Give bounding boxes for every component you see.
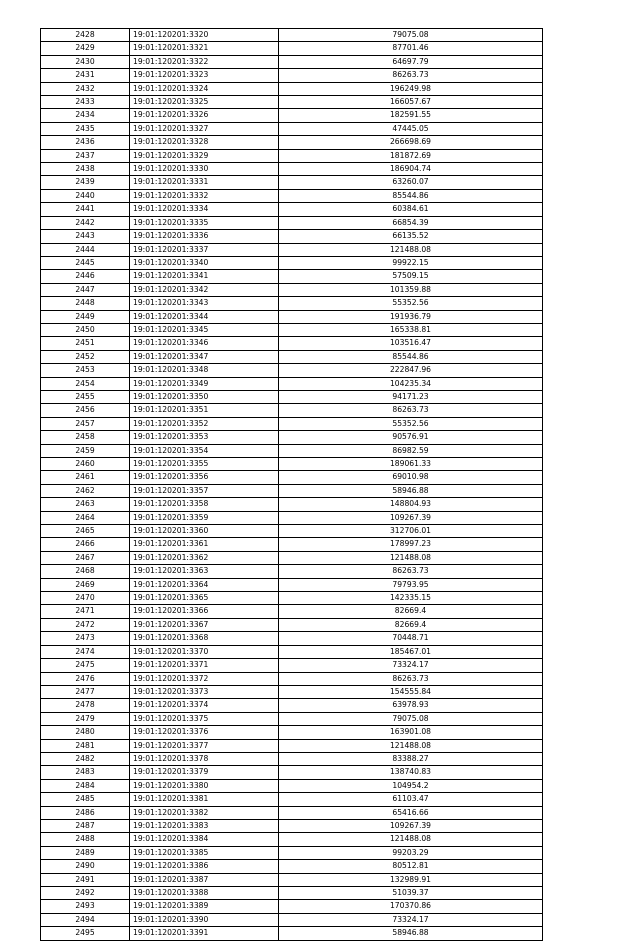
table-row — [41, 551, 543, 564]
cadastral-number-cell: 19:01:120201:3382 — [130, 806, 279, 819]
row-number-cell: 2481 — [41, 739, 130, 752]
table-row — [41, 525, 543, 538]
value-cell: 73324.17 — [279, 659, 543, 672]
row-number-cell: 2456 — [41, 404, 130, 417]
cadastral-number-cell: 19:01:120201:3362 — [130, 551, 279, 564]
table-row — [41, 538, 543, 551]
table-row — [41, 417, 543, 430]
value-cell: 121488.08 — [279, 739, 543, 752]
value-cell: 99203.29 — [279, 846, 543, 859]
row-number-cell: 2482 — [41, 752, 130, 765]
table-row — [41, 887, 543, 900]
row-number-cell: 2468 — [41, 565, 130, 578]
cadastral-number-cell: 19:01:120201:3383 — [130, 819, 279, 832]
cadastral-number-cell: 19:01:120201:3377 — [130, 739, 279, 752]
value-cell: 109267.39 — [279, 511, 543, 524]
value-cell: 82669.4 — [279, 618, 543, 631]
table-row — [41, 29, 543, 42]
row-number-cell: 2489 — [41, 846, 130, 859]
value-cell: 51039.37 — [279, 887, 543, 900]
table-row — [41, 712, 543, 725]
table-row — [41, 431, 543, 444]
table-row — [41, 592, 543, 605]
table-row — [41, 69, 543, 82]
cadastral-number-cell: 19:01:120201:3327 — [130, 122, 279, 135]
value-cell: 189061.33 — [279, 458, 543, 471]
cadastral-number-cell: 19:01:120201:3345 — [130, 323, 279, 336]
cadastral-number-cell: 19:01:120201:3360 — [130, 525, 279, 538]
value-cell: 101359.88 — [279, 283, 543, 296]
table-row — [41, 578, 543, 591]
table-row — [41, 752, 543, 765]
row-number-cell: 2493 — [41, 900, 130, 913]
row-number-cell: 2431 — [41, 69, 130, 82]
value-cell: 104954.2 — [279, 779, 543, 792]
value-cell: 182591.55 — [279, 109, 543, 122]
table-row — [41, 109, 543, 122]
cadastral-number-cell: 19:01:120201:3380 — [130, 779, 279, 792]
row-number-cell: 2434 — [41, 109, 130, 122]
row-number-cell: 2439 — [41, 176, 130, 189]
table-row — [41, 404, 543, 417]
table-row — [41, 82, 543, 95]
row-number-cell: 2490 — [41, 860, 130, 873]
table-row — [41, 350, 543, 363]
cadastral-number-cell: 19:01:120201:3363 — [130, 565, 279, 578]
cadastral-number-cell: 19:01:120201:3342 — [130, 283, 279, 296]
value-cell: 196249.98 — [279, 82, 543, 95]
value-cell: 312706.01 — [279, 525, 543, 538]
row-number-cell: 2485 — [41, 793, 130, 806]
row-number-cell: 2435 — [41, 122, 130, 135]
row-number-cell: 2484 — [41, 779, 130, 792]
cadastral-number-cell: 19:01:120201:3364 — [130, 578, 279, 591]
row-number-cell: 2469 — [41, 578, 130, 591]
row-number-cell: 2467 — [41, 551, 130, 564]
value-cell: 79075.08 — [279, 712, 543, 725]
table-row — [41, 283, 543, 296]
row-number-cell: 2455 — [41, 390, 130, 403]
table-body — [41, 29, 543, 941]
cadastral-number-cell: 19:01:120201:3373 — [130, 685, 279, 698]
value-cell: 55352.56 — [279, 417, 543, 430]
value-cell: 58946.88 — [279, 927, 543, 940]
value-cell: 86982.59 — [279, 444, 543, 457]
cadastral-number-cell: 19:01:120201:3372 — [130, 672, 279, 685]
cadastral-number-cell: 19:01:120201:3351 — [130, 404, 279, 417]
cadastral-number-cell: 19:01:120201:3330 — [130, 163, 279, 176]
table-row — [41, 55, 543, 68]
value-cell: 165338.81 — [279, 323, 543, 336]
value-cell: 121488.08 — [279, 551, 543, 564]
row-number-cell: 2451 — [41, 337, 130, 350]
row-number-cell: 2480 — [41, 726, 130, 739]
cadastral-number-cell: 19:01:120201:3343 — [130, 297, 279, 310]
table-row — [41, 511, 543, 524]
table-row — [41, 337, 543, 350]
cadastral-number-cell: 19:01:120201:3325 — [130, 96, 279, 109]
value-cell: 55352.56 — [279, 297, 543, 310]
cadastral-number-cell: 19:01:120201:3326 — [130, 109, 279, 122]
value-cell: 191936.79 — [279, 310, 543, 323]
table-row — [41, 323, 543, 336]
cadastral-number-cell: 19:01:120201:3329 — [130, 149, 279, 162]
cadastral-number-cell: 19:01:120201:3365 — [130, 592, 279, 605]
value-cell: 132989.91 — [279, 873, 543, 886]
cadastral-number-cell: 19:01:120201:3336 — [130, 230, 279, 243]
value-cell: 163901.08 — [279, 726, 543, 739]
table-row — [41, 685, 543, 698]
row-number-cell: 2449 — [41, 310, 130, 323]
row-number-cell: 2440 — [41, 189, 130, 202]
value-cell: 58946.88 — [279, 484, 543, 497]
cadastral-number-cell: 19:01:120201:3374 — [130, 699, 279, 712]
row-number-cell: 2483 — [41, 766, 130, 779]
table-row — [41, 297, 543, 310]
cadastral-number-cell: 19:01:120201:3320 — [130, 29, 279, 42]
cadastral-number-cell: 19:01:120201:3367 — [130, 618, 279, 631]
cadastral-number-cell: 19:01:120201:3357 — [130, 484, 279, 497]
table-row — [41, 176, 543, 189]
row-number-cell: 2486 — [41, 806, 130, 819]
cadastral-number-cell: 19:01:120201:3323 — [130, 69, 279, 82]
table-row — [41, 927, 543, 940]
row-number-cell: 2491 — [41, 873, 130, 886]
row-number-cell: 2470 — [41, 592, 130, 605]
table-row — [41, 833, 543, 846]
row-number-cell: 2441 — [41, 203, 130, 216]
cadastral-number-cell: 19:01:120201:3368 — [130, 632, 279, 645]
value-cell: 63978.93 — [279, 699, 543, 712]
row-number-cell: 2446 — [41, 270, 130, 283]
row-number-cell: 2474 — [41, 645, 130, 658]
table-row — [41, 149, 543, 162]
value-cell: 79075.08 — [279, 29, 543, 42]
row-number-cell: 2445 — [41, 256, 130, 269]
table-row — [41, 230, 543, 243]
value-cell: 64697.79 — [279, 55, 543, 68]
table-row — [41, 913, 543, 926]
row-number-cell: 2463 — [41, 498, 130, 511]
row-number-cell: 2479 — [41, 712, 130, 725]
table-row — [41, 189, 543, 202]
value-cell: 170370.86 — [279, 900, 543, 913]
value-cell: 90576.91 — [279, 431, 543, 444]
table-row — [41, 672, 543, 685]
cadastral-number-cell: 19:01:120201:3348 — [130, 364, 279, 377]
cadastral-number-cell: 19:01:120201:3337 — [130, 243, 279, 256]
value-cell: 60384.61 — [279, 203, 543, 216]
value-cell: 109267.39 — [279, 819, 543, 832]
value-cell: 148804.93 — [279, 498, 543, 511]
row-number-cell: 2471 — [41, 605, 130, 618]
table-row — [41, 605, 543, 618]
row-number-cell: 2477 — [41, 685, 130, 698]
value-cell: 63260.07 — [279, 176, 543, 189]
table-row — [41, 793, 543, 806]
table-row — [41, 377, 543, 390]
cadastral-number-cell: 19:01:120201:3378 — [130, 752, 279, 765]
cadastral-number-cell: 19:01:120201:3322 — [130, 55, 279, 68]
row-number-cell: 2472 — [41, 618, 130, 631]
cadastral-number-cell: 19:01:120201:3344 — [130, 310, 279, 323]
document-page — [40, 28, 543, 941]
cadastral-number-cell: 19:01:120201:3386 — [130, 860, 279, 873]
row-number-cell: 2458 — [41, 431, 130, 444]
table-row — [41, 216, 543, 229]
cadastral-number-cell: 19:01:120201:3358 — [130, 498, 279, 511]
table-row — [41, 699, 543, 712]
row-number-cell: 2447 — [41, 283, 130, 296]
row-number-cell: 2443 — [41, 230, 130, 243]
row-number-cell: 2430 — [41, 55, 130, 68]
cadastral-number-cell: 19:01:120201:3390 — [130, 913, 279, 926]
cadastral-number-cell: 19:01:120201:3321 — [130, 42, 279, 55]
value-cell: 87701.46 — [279, 42, 543, 55]
cadastral-number-cell: 19:01:120201:3352 — [130, 417, 279, 430]
row-number-cell: 2450 — [41, 323, 130, 336]
row-number-cell: 2495 — [41, 927, 130, 940]
row-number-cell: 2466 — [41, 538, 130, 551]
table-row — [41, 860, 543, 873]
row-number-cell: 2462 — [41, 484, 130, 497]
table-row — [41, 122, 543, 135]
value-cell: 73324.17 — [279, 913, 543, 926]
cadastral-number-cell: 19:01:120201:3370 — [130, 645, 279, 658]
cadastral-number-cell: 19:01:120201:3349 — [130, 377, 279, 390]
value-cell: 85544.86 — [279, 350, 543, 363]
table-row — [41, 390, 543, 403]
table-row — [41, 846, 543, 859]
data-table — [40, 28, 543, 941]
table-row — [41, 203, 543, 216]
value-cell: 80512.81 — [279, 860, 543, 873]
value-cell: 94171.23 — [279, 390, 543, 403]
table-row — [41, 900, 543, 913]
table-row — [41, 364, 543, 377]
table-row — [41, 42, 543, 55]
value-cell: 86263.73 — [279, 565, 543, 578]
value-cell: 138740.83 — [279, 766, 543, 779]
cadastral-number-cell: 19:01:120201:3340 — [130, 256, 279, 269]
cadastral-number-cell: 19:01:120201:3331 — [130, 176, 279, 189]
row-number-cell: 2494 — [41, 913, 130, 926]
row-number-cell: 2461 — [41, 471, 130, 484]
value-cell: 99922.15 — [279, 256, 543, 269]
cadastral-number-cell: 19:01:120201:3366 — [130, 605, 279, 618]
row-number-cell: 2465 — [41, 525, 130, 538]
value-cell: 185467.01 — [279, 645, 543, 658]
value-cell: 69010.98 — [279, 471, 543, 484]
table-row — [41, 458, 543, 471]
row-number-cell: 2448 — [41, 297, 130, 310]
row-number-cell: 2432 — [41, 82, 130, 95]
cadastral-number-cell: 19:01:120201:3379 — [130, 766, 279, 779]
table-row — [41, 618, 543, 631]
row-number-cell: 2492 — [41, 887, 130, 900]
table-row — [41, 806, 543, 819]
value-cell: 186904.74 — [279, 163, 543, 176]
table-row — [41, 766, 543, 779]
row-number-cell: 2460 — [41, 458, 130, 471]
table-row — [41, 779, 543, 792]
cadastral-number-cell: 19:01:120201:3341 — [130, 270, 279, 283]
row-number-cell: 2454 — [41, 377, 130, 390]
table-row — [41, 163, 543, 176]
cadastral-number-cell: 19:01:120201:3385 — [130, 846, 279, 859]
table-row — [41, 444, 543, 457]
cadastral-number-cell: 19:01:120201:3389 — [130, 900, 279, 913]
cadastral-number-cell: 19:01:120201:3350 — [130, 390, 279, 403]
table-row — [41, 136, 543, 149]
value-cell: 57509.15 — [279, 270, 543, 283]
value-cell: 86263.73 — [279, 69, 543, 82]
table-row — [41, 243, 543, 256]
cadastral-number-cell: 19:01:120201:3375 — [130, 712, 279, 725]
value-cell: 65416.66 — [279, 806, 543, 819]
table-row — [41, 270, 543, 283]
row-number-cell: 2433 — [41, 96, 130, 109]
row-number-cell: 2488 — [41, 833, 130, 846]
table-row — [41, 739, 543, 752]
cadastral-number-cell: 19:01:120201:3359 — [130, 511, 279, 524]
row-number-cell: 2473 — [41, 632, 130, 645]
table-row — [41, 565, 543, 578]
cadastral-number-cell: 19:01:120201:3376 — [130, 726, 279, 739]
value-cell: 66854.39 — [279, 216, 543, 229]
cadastral-number-cell: 19:01:120201:3371 — [130, 659, 279, 672]
table-row — [41, 96, 543, 109]
row-number-cell: 2459 — [41, 444, 130, 457]
value-cell: 86263.73 — [279, 672, 543, 685]
value-cell: 82669.4 — [279, 605, 543, 618]
cadastral-number-cell: 19:01:120201:3387 — [130, 873, 279, 886]
row-number-cell: 2457 — [41, 417, 130, 430]
value-cell: 166057.67 — [279, 96, 543, 109]
cadastral-number-cell: 19:01:120201:3324 — [130, 82, 279, 95]
cadastral-number-cell: 19:01:120201:3391 — [130, 927, 279, 940]
value-cell: 121488.08 — [279, 243, 543, 256]
cadastral-number-cell: 19:01:120201:3332 — [130, 189, 279, 202]
value-cell: 61103.47 — [279, 793, 543, 806]
value-cell: 121488.08 — [279, 833, 543, 846]
value-cell: 79793.95 — [279, 578, 543, 591]
table-row — [41, 819, 543, 832]
row-number-cell: 2453 — [41, 364, 130, 377]
cadastral-number-cell: 19:01:120201:3328 — [130, 136, 279, 149]
value-cell: 142335.15 — [279, 592, 543, 605]
value-cell: 104235.34 — [279, 377, 543, 390]
cadastral-number-cell: 19:01:120201:3361 — [130, 538, 279, 551]
value-cell: 222847.96 — [279, 364, 543, 377]
table-row — [41, 484, 543, 497]
table-row — [41, 310, 543, 323]
row-number-cell: 2438 — [41, 163, 130, 176]
row-number-cell: 2444 — [41, 243, 130, 256]
table-row — [41, 659, 543, 672]
row-number-cell: 2475 — [41, 659, 130, 672]
row-number-cell: 2442 — [41, 216, 130, 229]
cadastral-number-cell: 19:01:120201:3347 — [130, 350, 279, 363]
row-number-cell: 2437 — [41, 149, 130, 162]
cadastral-number-cell: 19:01:120201:3334 — [130, 203, 279, 216]
cadastral-number-cell: 19:01:120201:3384 — [130, 833, 279, 846]
cadastral-number-cell: 19:01:120201:3354 — [130, 444, 279, 457]
table-row — [41, 645, 543, 658]
cadastral-number-cell: 19:01:120201:3388 — [130, 887, 279, 900]
cadastral-number-cell: 19:01:120201:3335 — [130, 216, 279, 229]
value-cell: 83388.27 — [279, 752, 543, 765]
row-number-cell: 2429 — [41, 42, 130, 55]
row-number-cell: 2478 — [41, 699, 130, 712]
table-row — [41, 873, 543, 886]
row-number-cell: 2464 — [41, 511, 130, 524]
cadastral-number-cell: 19:01:120201:3346 — [130, 337, 279, 350]
cadastral-number-cell: 19:01:120201:3356 — [130, 471, 279, 484]
value-cell: 66135.52 — [279, 230, 543, 243]
value-cell: 70448.71 — [279, 632, 543, 645]
row-number-cell: 2436 — [41, 136, 130, 149]
table-row — [41, 256, 543, 269]
cadastral-number-cell: 19:01:120201:3355 — [130, 458, 279, 471]
value-cell: 47445.05 — [279, 122, 543, 135]
table-row — [41, 726, 543, 739]
row-number-cell: 2476 — [41, 672, 130, 685]
row-number-cell: 2428 — [41, 29, 130, 42]
cadastral-number-cell: 19:01:120201:3353 — [130, 431, 279, 444]
value-cell: 181872.69 — [279, 149, 543, 162]
value-cell: 266698.69 — [279, 136, 543, 149]
value-cell: 86263.73 — [279, 404, 543, 417]
row-number-cell: 2452 — [41, 350, 130, 363]
value-cell: 85544.86 — [279, 189, 543, 202]
value-cell: 154555.84 — [279, 685, 543, 698]
value-cell: 103516.47 — [279, 337, 543, 350]
value-cell: 178997.23 — [279, 538, 543, 551]
table-row — [41, 471, 543, 484]
cadastral-number-cell: 19:01:120201:3381 — [130, 793, 279, 806]
table-row — [41, 498, 543, 511]
row-number-cell: 2487 — [41, 819, 130, 832]
table-row — [41, 632, 543, 645]
